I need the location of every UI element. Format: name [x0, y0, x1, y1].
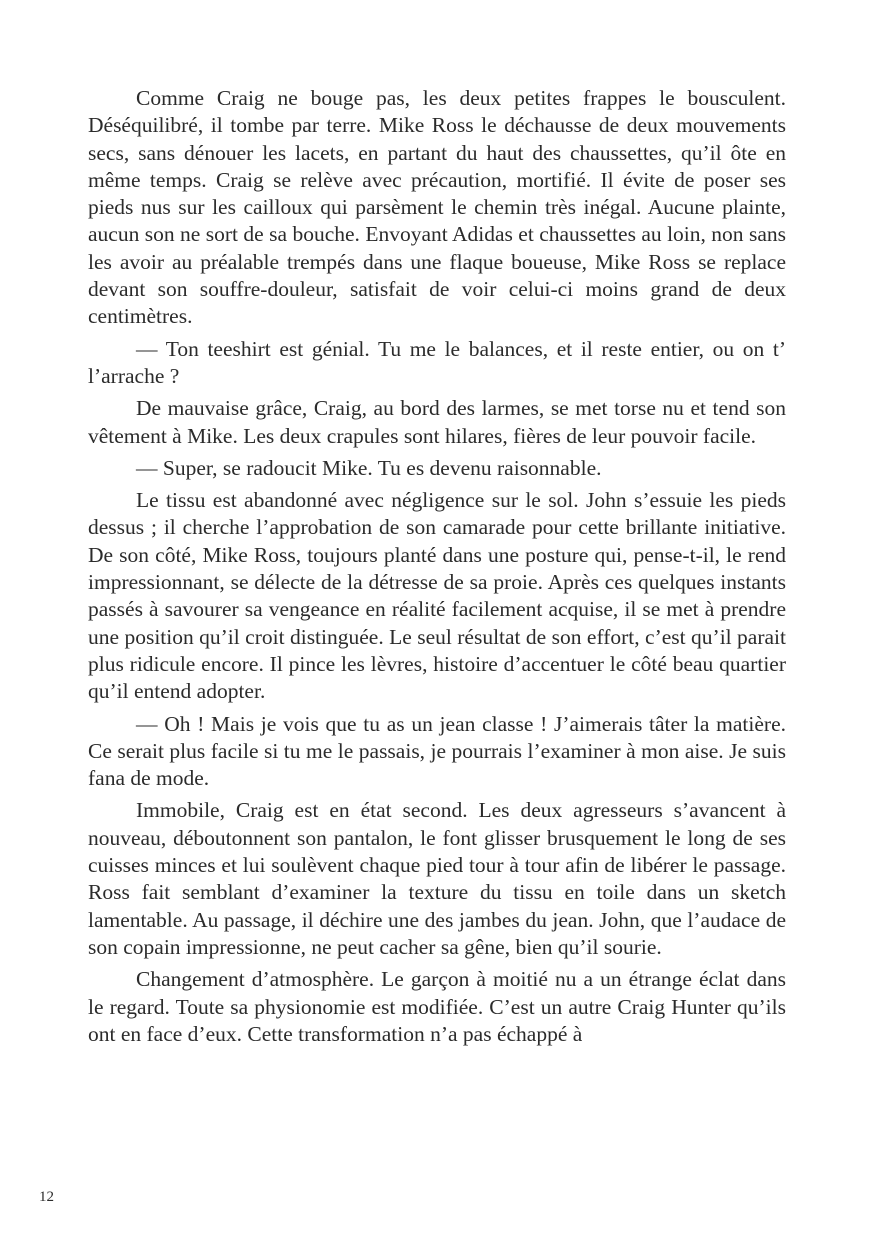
paragraph: — Ton teeshirt est génial. Tu me le balances, et il reste entier, ou on t’ l’arrache ? [88, 336, 786, 388]
paragraph: Comme Craig ne bouge pas, les deux petites frappes le bousculent. Déséquilibré, il tombe par terre. Mike Ross le déchausse de deux mouvements secs, sans dénouer les lacets, en partant du haut des chaussettes, qu’il ôte en même temps. Craig se relève avec précaution, mortifié. Il évite de poser ses pieds nus sur les cailloux qui parsèment le chemin très inégal. Aucune plainte, aucun son ne sort de sa bouche. Envoyant Adidas et chaussettes au loin, non sans les avoir au préalable trempés dans une flaque boueuse, Mike Ross se replace devant son souffre-douleur, satisfait de voir celui-ci moins grand de deux centimètres. [88, 86, 786, 329]
paragraph: Immobile, Craig est en état second. Les deux agresseurs s’avancent à nouveau, déboutonnent son pantalon, le font glisser brusquement le long de ses cuisses minces et lui soulèvent chaque pied tour à tour afin de libérer le passage. Ross fait semblant d’examiner la texture du tissu en toile dans un sketch lamentable. Au passage, il déchire une des jambes du jean. John, que l’audace de son copain impressionne, ne peut cacher sa gêne, bien qu’il sourie. [88, 798, 786, 959]
paragraph: Le tissu est abandonné avec négligence sur le sol. John s’essuie les pieds dessus ; il cherche l’approbation de son camarade pour cette brillante initiative. De son côté, Mike Ross, toujours planté dans une posture qui, pense-t-il, le rend impressionnant, se délecte de la détresse de sa proie. Après ces quelques instants passés à savourer sa vengeance en réalité facilement acquise, il se met à prendre une position qu’il croit distinguée. Le seul résultat de son effort, c’est qu’il parait plus ridicule encore. Il pince les lèvres, histoire d’accentuer le côté beau quartier qu’il entend adopter. [88, 488, 786, 704]
page-number: 12 [39, 1189, 54, 1205]
paragraph: De mauvaise grâce, Craig, au bord des larmes, se met torse nu et tend son vêtement à Mike. Les deux crapules sont hilares, fières de leur pouvoir facile. [88, 396, 786, 448]
page-body [88, 85, 786, 1053]
paragraph: — Oh ! Mais je vois que tu as un jean classe ! J’aimerais tâter la matière. Ce serait plus facile si tu me le passais, je pourrais l’examiner à mon aise. Je suis fana de mode. [88, 711, 786, 791]
paragraph: Changement d’atmosphère. Le garçon à moitié nu a un étrange éclat dans le regard. Toute sa physionomie est modifiée. C’est un autre Craig Hunter qu’ils ont en face d’eux. Cette transformation n’a pas échappé à [88, 967, 786, 1046]
paragraph: — Super, se radoucit Mike. Tu es devenu raisonnable. [136, 455, 602, 480]
